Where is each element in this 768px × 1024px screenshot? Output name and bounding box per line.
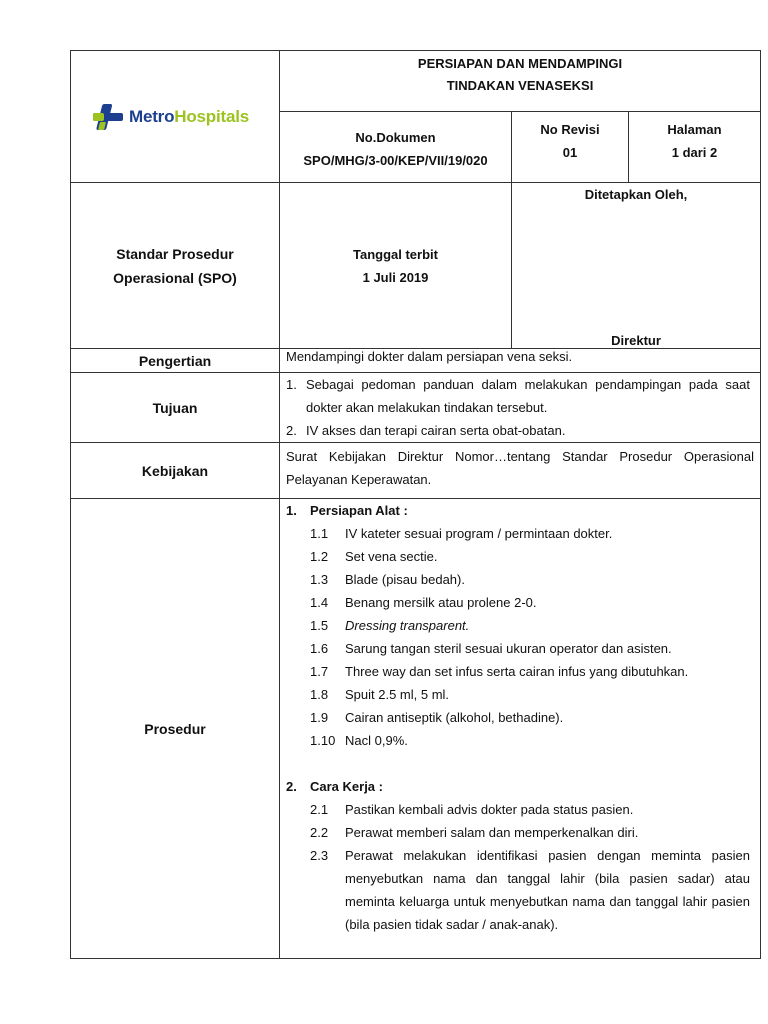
section-heading xyxy=(286,499,754,522)
list-item-text: Cairan antiseptik (alkohol, bethadine). xyxy=(345,710,564,725)
spo-label-cell xyxy=(71,183,280,349)
revision-cell xyxy=(512,112,629,183)
list-item-number: 1.9 xyxy=(310,710,329,725)
doc-number-value: SPO/MHG/3-00/KEP/VII/19/020 xyxy=(303,153,488,168)
list-item-text: Three way dan set infus serta cairan infus yang dibutuhkan. xyxy=(345,664,689,679)
doc-number-cell xyxy=(280,112,512,183)
list-item-text: Perawat melakukan identifikasi pasien dengan meminta pasien menyebutkan nama dan tanggal lahir (bila pasien sadar) atau meminta keluarga untuk menyebutkan nama dan tanggal lahir pasien (bila pasien tidak sadar / anak-anak). xyxy=(345,848,750,932)
list-item-text: Nacl 0,9%. xyxy=(345,733,408,748)
logo-word-metro: Metro xyxy=(129,106,175,126)
list-item-number: 2. xyxy=(286,423,297,438)
page-value: 1 dari 2 xyxy=(671,145,718,160)
section-heading xyxy=(286,775,754,798)
list-item-text: IV kateter sesuai program / permintaan dokter. xyxy=(345,526,613,541)
metro-hospitals-logo-icon xyxy=(91,102,125,132)
logo-cell xyxy=(71,51,280,183)
tujuan-content xyxy=(280,373,761,443)
list-item-text: Dressing transparent. xyxy=(345,618,470,633)
list-item xyxy=(286,373,754,419)
document-title xyxy=(280,51,761,112)
approval-cell xyxy=(512,183,761,349)
kebijakan-text: Surat Kebijakan Direktur Nomor…tentang Standar Prosedur Operasional Pelayanan Keperawatan. xyxy=(280,443,761,499)
list-item-text: Spuit 2.5 ml, 5 ml. xyxy=(345,687,450,702)
pengertian-text: Mendampingi dokter dalam persiapan vena seksi. xyxy=(280,349,761,373)
list-item xyxy=(286,637,754,660)
tujuan-label: Tujuan xyxy=(71,373,280,443)
doc-number-label: No.Dokumen xyxy=(355,130,436,145)
list-item-number: 1.2 xyxy=(310,549,329,564)
list-item xyxy=(286,419,754,442)
revision-label: No Revisi xyxy=(540,122,600,137)
title-line-1: PERSIAPAN DAN MENDAMPINGI xyxy=(417,56,623,71)
list-item xyxy=(286,568,754,591)
list-item xyxy=(286,591,754,614)
list-item-text: Perawat memberi salam dan memperkenalkan diri. xyxy=(345,825,639,840)
list-item-text: IV akses dan terapi cairan serta obat-obatan. xyxy=(306,423,566,438)
list-item xyxy=(286,683,754,706)
hospital-logo xyxy=(71,102,279,132)
spo-line-2: Operasional (SPO) xyxy=(113,269,237,286)
logo-word-hospitals: Hospitals xyxy=(174,106,249,126)
list-item-number: 1.1 xyxy=(310,526,329,541)
approved-by-label: Ditetapkan Oleh, xyxy=(584,187,688,202)
section-title: Persiapan Alat : xyxy=(310,503,408,518)
list-item-text: Pastikan kembali advis dokter pada status pasien. xyxy=(345,802,634,817)
page-label: Halaman xyxy=(667,122,722,137)
pengertian-label: Pengertian xyxy=(71,349,280,373)
title-line-2: TINDAKAN VENASEKSI xyxy=(446,78,594,93)
kebijakan-label: Kebijakan xyxy=(71,443,280,499)
list-item-text: Benang mersilk atau prolene 2-0. xyxy=(345,595,537,610)
header-table xyxy=(70,50,761,183)
list-item xyxy=(286,614,754,637)
list-item-text: Sarung tangan steril sesuai ukuran operator dan asisten. xyxy=(345,641,672,656)
page-cell xyxy=(629,112,761,183)
prosedur-content xyxy=(280,499,761,959)
logo-wordmark xyxy=(129,107,249,127)
list-item-number: 2.1 xyxy=(310,802,329,817)
list-item xyxy=(286,821,754,844)
list-item-number: 2.3 xyxy=(310,848,329,863)
section-number: 2. xyxy=(286,779,297,794)
list-item xyxy=(286,706,754,729)
body-table xyxy=(70,182,761,959)
list-item xyxy=(286,798,754,821)
list-item-number: 1.7 xyxy=(310,664,329,679)
list-item xyxy=(286,660,754,683)
spo-line-1: Standar Prosedur xyxy=(116,245,234,262)
list-item xyxy=(286,545,754,568)
list-item xyxy=(286,522,754,545)
list-item-number: 1.5 xyxy=(310,618,329,633)
list-item-number: 2.2 xyxy=(310,825,329,840)
list-item-text: Sebagai pedoman panduan dalam melakukan pendampingan pada saat dokter akan melakukan tindakan tersebut. xyxy=(306,377,750,415)
approver-title: Direktur xyxy=(611,333,661,348)
list-item-text: Set vena sectie. xyxy=(345,549,438,564)
section-number: 1. xyxy=(286,503,297,518)
issue-date-label: Tanggal terbit xyxy=(353,246,438,262)
list-item-number: 1.8 xyxy=(310,687,329,702)
revision-value: 01 xyxy=(562,145,578,160)
list-item-number: 1.6 xyxy=(310,641,329,656)
list-item xyxy=(286,729,754,752)
list-item-text: Blade (pisau bedah). xyxy=(345,572,465,587)
prosedur-label: Prosedur xyxy=(71,499,280,959)
list-item-number: 1.3 xyxy=(310,572,329,587)
issue-date-cell xyxy=(280,183,512,349)
issue-date-value: 1 Juli 2019 xyxy=(362,269,429,285)
section-title: Cara Kerja : xyxy=(310,779,383,794)
list-item-number: 1.4 xyxy=(310,595,329,610)
list-item-number: 1. xyxy=(286,377,297,392)
list-item-number: 1.10 xyxy=(310,733,336,748)
list-item xyxy=(286,844,754,936)
